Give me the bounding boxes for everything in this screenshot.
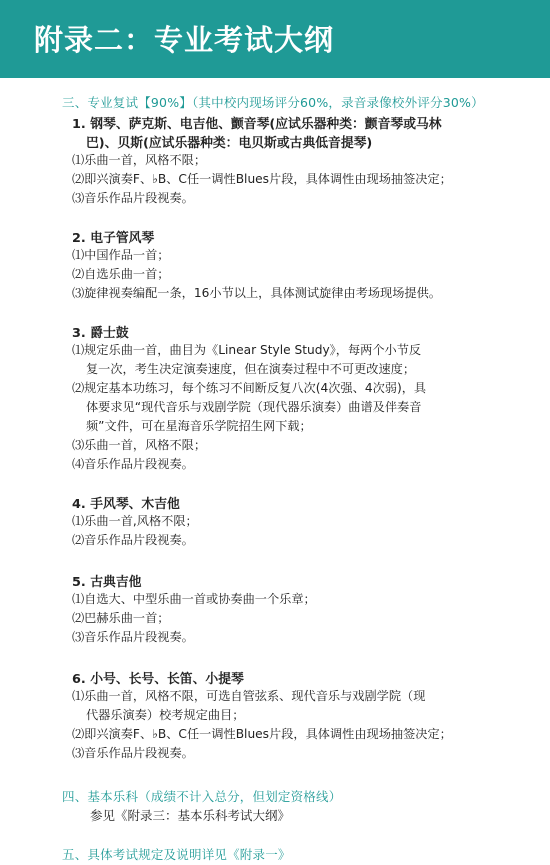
item-6-line-1: ⑴乐曲一首，风格不限，可选自管弦系、现代音乐与戏剧学院（现 [72,689,426,703]
item-6-line-2: 代器乐演奏）校考规定曲目； [86,708,245,722]
section-4-heading: 四、基本乐科（成绩不计入总分，但划定资格线） [62,789,342,804]
item-5-title: 5. 古典吉他 [72,575,142,590]
item-3-line-7: ⑷音乐作品片段视奏。 [72,457,194,471]
title-banner [0,0,550,78]
item-2-line-3: ⑶旋律视奏编配一条，16小节以上，具体测试旋律由考场现场提供。 [72,286,441,300]
item-3-line-5: 频”文件，可在星海音乐学院招生网下载； [86,419,312,433]
section-3-heading: 三、专业复试【90%】（其中校内现场评分60%，录音录像校外评分30%） [62,95,484,110]
item-1-line-2: ⑵即兴演奏F、♭B、C任一调性Blues片段，具体调性由现场抽签决定； [72,172,452,186]
item-2-line-2: ⑵自选乐曲一首； [72,267,170,281]
item-1-title-line-2: 巴)、贝斯(应试乐器种类：电贝斯或古典低音提琴) [86,136,373,151]
item-2-title: 2. 电子管风琴 [72,231,155,246]
item-4-title: 4. 手风琴、木吉他 [72,497,180,512]
item-4-line-2: ⑵音乐作品片段视奏。 [72,533,194,547]
item-3-line-6: ⑶乐曲一首，风格不限； [72,438,207,452]
item-3-line-4: 体要求见“现代音乐与戏剧学院（现代器乐演奏）曲谱及伴奏音 [86,400,422,414]
section-4-reference: 参见《附录三：基本乐科考试大纲》 [90,808,291,823]
page-title: 附录二：专业考试大纲 [34,23,335,57]
item-1-line-1: ⑴乐曲一首，风格不限； [72,153,207,167]
item-5-line-2: ⑵巴赫乐曲一首； [72,611,170,625]
item-6-line-3: ⑵即兴演奏F、♭B、C任一调性Blues片段，具体调性由现场抽签决定； [72,727,452,741]
item-6-line-4: ⑶音乐作品片段视奏。 [72,746,194,760]
item-3-line-2: 复一次，考生决定演奏速度，但在演奏过程中不可更改速度； [86,362,416,376]
item-3-line-1: ⑴规定乐曲一首，曲目为《Linear Style Study》，每两个小节反 [72,343,422,357]
item-3-line-3: ⑵规定基本功练习，每个练习不间断反复八次(4次强、4次弱)，具 [72,381,427,395]
item-6-title: 6. 小号、长号、长笛、小提琴 [72,672,244,687]
item-4-line-1: ⑴乐曲一首,风格不限； [72,514,198,528]
item-5-line-1: ⑴自选大、中型乐曲一首或协奏曲一个乐章； [72,592,316,606]
item-1-title-line-1: 1. 钢琴、萨克斯、电吉他、颤音琴(应试乐器种类：颤音琴或马林 [72,117,442,132]
section-5-heading: 五、具体考试规定及说明详见《附录一》 [62,847,291,862]
item-2-line-1: ⑴中国作品一首； [72,248,170,262]
item-1-line-3: ⑶音乐作品片段视奏。 [72,191,194,205]
item-5-line-3: ⑶音乐作品片段视奏。 [72,630,194,644]
item-3-title: 3. 爵士鼓 [72,326,129,341]
